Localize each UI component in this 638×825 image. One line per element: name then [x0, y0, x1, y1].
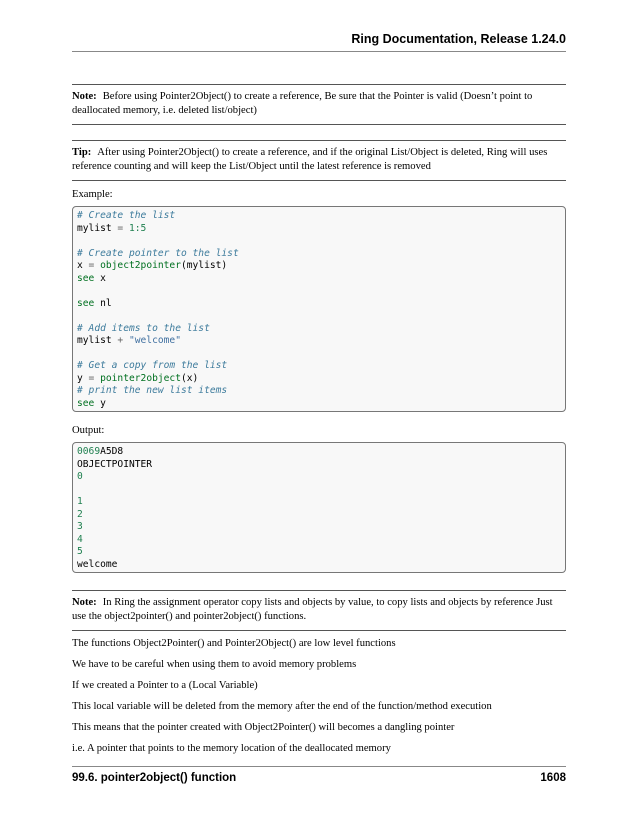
running-header: Ring Documentation, Release 1.24.0: [351, 32, 566, 46]
note-text: In Ring the assignment operator copy lists and objects by value, to copy lists and objects by reference Just use the object2pointer() and pointer2object() functions.: [72, 597, 553, 622]
code-line: x = object2pointer(mylist): [77, 260, 228, 271]
note-admonition: [72, 84, 566, 125]
code-line: # Create pointer to the list: [77, 247, 239, 259]
code-line: see y: [77, 397, 106, 409]
output-line: 4: [77, 533, 83, 545]
note-admonition: [72, 590, 566, 631]
code-line: # Get a copy from the list: [77, 360, 228, 371]
code-blank-line: [77, 285, 561, 298]
note-label: Note:: [72, 91, 97, 102]
code-line: # print the new list items: [77, 385, 228, 396]
code-line: y = pointer2object(x): [77, 372, 199, 384]
code-line: # Add items to the list: [77, 322, 210, 334]
output-line: welcome: [77, 558, 118, 570]
example-label: Example:: [72, 189, 113, 200]
tip-label: Tip:: [72, 147, 92, 158]
output-line: 2: [77, 508, 83, 520]
output-blank-line: [77, 484, 561, 497]
code-line: see x: [77, 272, 106, 284]
output-line: 5: [77, 546, 83, 557]
body-paragraph: The functions Object2Pointer() and Pointer2Object() are low level functions: [72, 638, 396, 649]
output-line: 0: [77, 471, 83, 482]
code-blank-line: [77, 235, 561, 248]
output-label: Output:: [72, 425, 105, 436]
body-paragraph: This local variable will be deleted from the memory after the end of the function/method execution: [72, 701, 492, 712]
code-blank-line: [77, 348, 561, 361]
code-block-output: [72, 442, 566, 573]
body-paragraph: If we created a Pointer to a (Local Variable): [72, 680, 258, 691]
code-line: mylist + "welcome": [77, 335, 181, 346]
code-blank-line: [77, 310, 561, 323]
tip-admonition: [72, 140, 566, 181]
header-divider: [72, 51, 566, 52]
code-line: # Create the list: [77, 210, 176, 221]
footer-divider: [72, 766, 566, 767]
code-line: mylist = 1:5: [77, 222, 147, 234]
tip-text: After using Pointer2Object() to create a reference, and if the original List/Object is deleted, Ring will uses reference counting and will keep the List/Object until the latest reference is removed: [72, 147, 548, 172]
running-footer: [72, 772, 566, 784]
code-block-example: [72, 206, 566, 412]
body-paragraph: This means that the pointer created with Object2Pointer() will becomes a dangling pointer: [72, 722, 455, 733]
page-number: 1608: [540, 772, 566, 784]
body-paragraph: We have to be careful when using them to avoid memory problems: [72, 659, 357, 670]
footer-section-title: 99.6. pointer2object() function: [72, 772, 237, 784]
output-line: 3: [77, 521, 83, 532]
note-label: Note:: [72, 597, 97, 608]
note-text: Before using Pointer2Object() to create a reference, Be sure that the Pointer is valid (Doesn’t point to deallocated memory, i.e. deleted list/object): [72, 91, 533, 116]
output-line: 0069A5D8: [77, 446, 124, 457]
code-line: see nl: [77, 297, 112, 309]
body-paragraph: i.e. A pointer that points to the memory location of the deallocated memory: [72, 743, 391, 754]
output-line: OBJECTPOINTER: [77, 458, 153, 470]
output-line: 1: [77, 496, 83, 507]
